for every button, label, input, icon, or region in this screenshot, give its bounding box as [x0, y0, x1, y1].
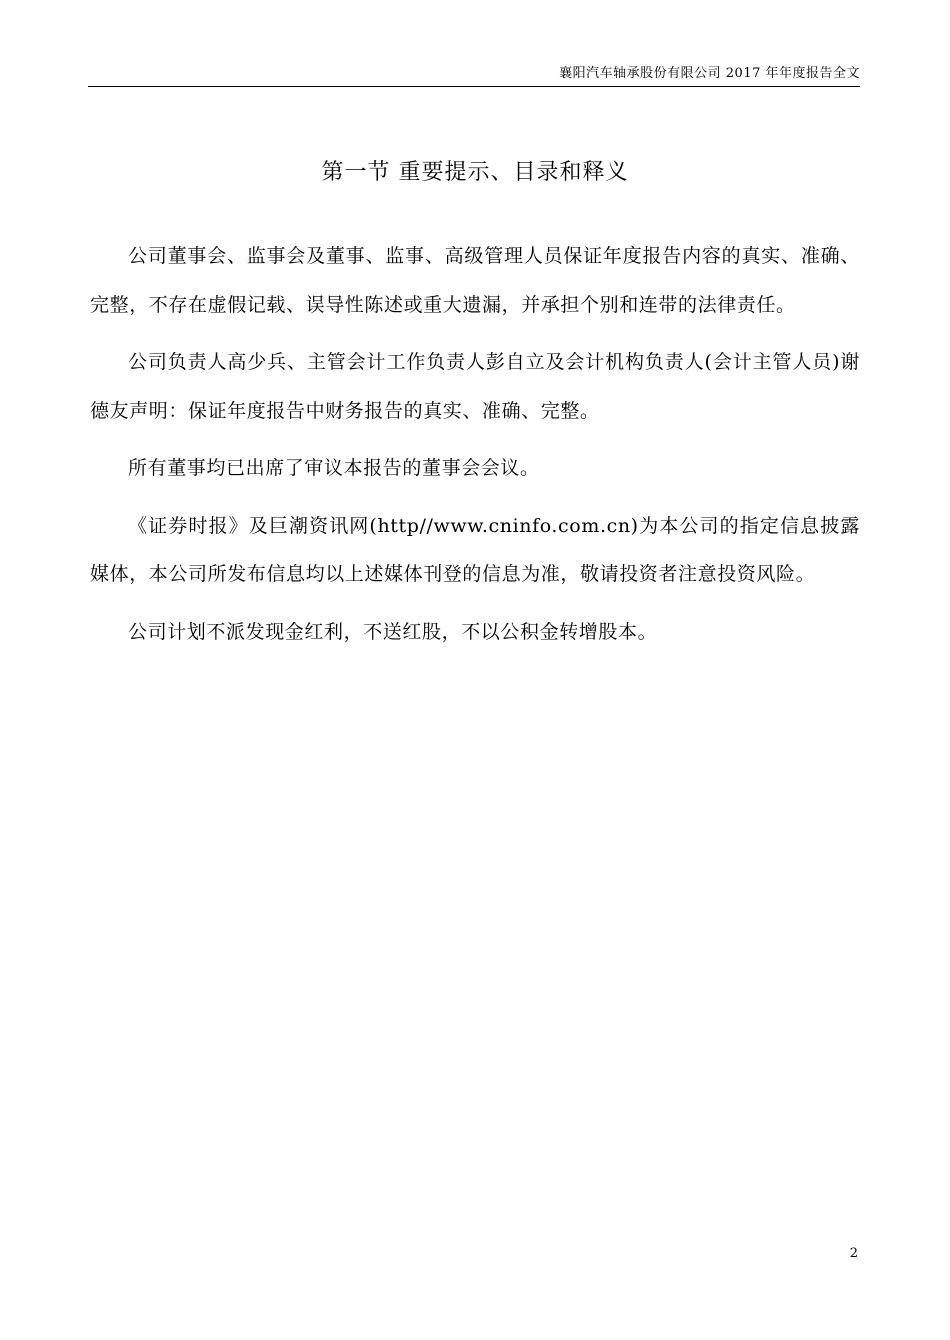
paragraph-board-attendance: 所有董事均已出席了审议本报告的董事会会议。: [128, 457, 540, 479]
paragraph-disclosure-media: 《证券时报》及巨潮资讯网(http//www.cninfo.com.cn)为本公司的指定信息披露媒体，本公司所发布信息均以上述媒体刊登的信息为准，敬请投资者注意投资风险。: [90, 514, 860, 585]
paragraph-dividend-plan: 公司计划不派发现金红利，不送红股，不以公积金转增股本。: [128, 620, 658, 643]
header-divider: [88, 86, 860, 87]
paragraph-responsibility-statement: 公司董事会、监事会及董事、监事、高级管理人员保证年度报告内容的真实、准确、完整，不存在虚假记载、误导性陈述或重大遗漏，并承担个别和连带的法律责任。: [90, 245, 860, 316]
section-title: 第一节 重要提示、目录和释义: [321, 160, 629, 185]
paragraph-financial-declaration: 公司负责人高少兵、主管会计工作负责人彭自立及会计机构负责人(会计主管人员)谢德友声明：保证年度报告中财务报告的真实、准确、完整。: [90, 351, 860, 422]
body-text: [90, 232, 860, 665]
running-header: 襄阳汽车轴承股份有限公司 2017 年年度报告全文: [559, 66, 860, 81]
page-number: 2: [849, 1246, 858, 1261]
